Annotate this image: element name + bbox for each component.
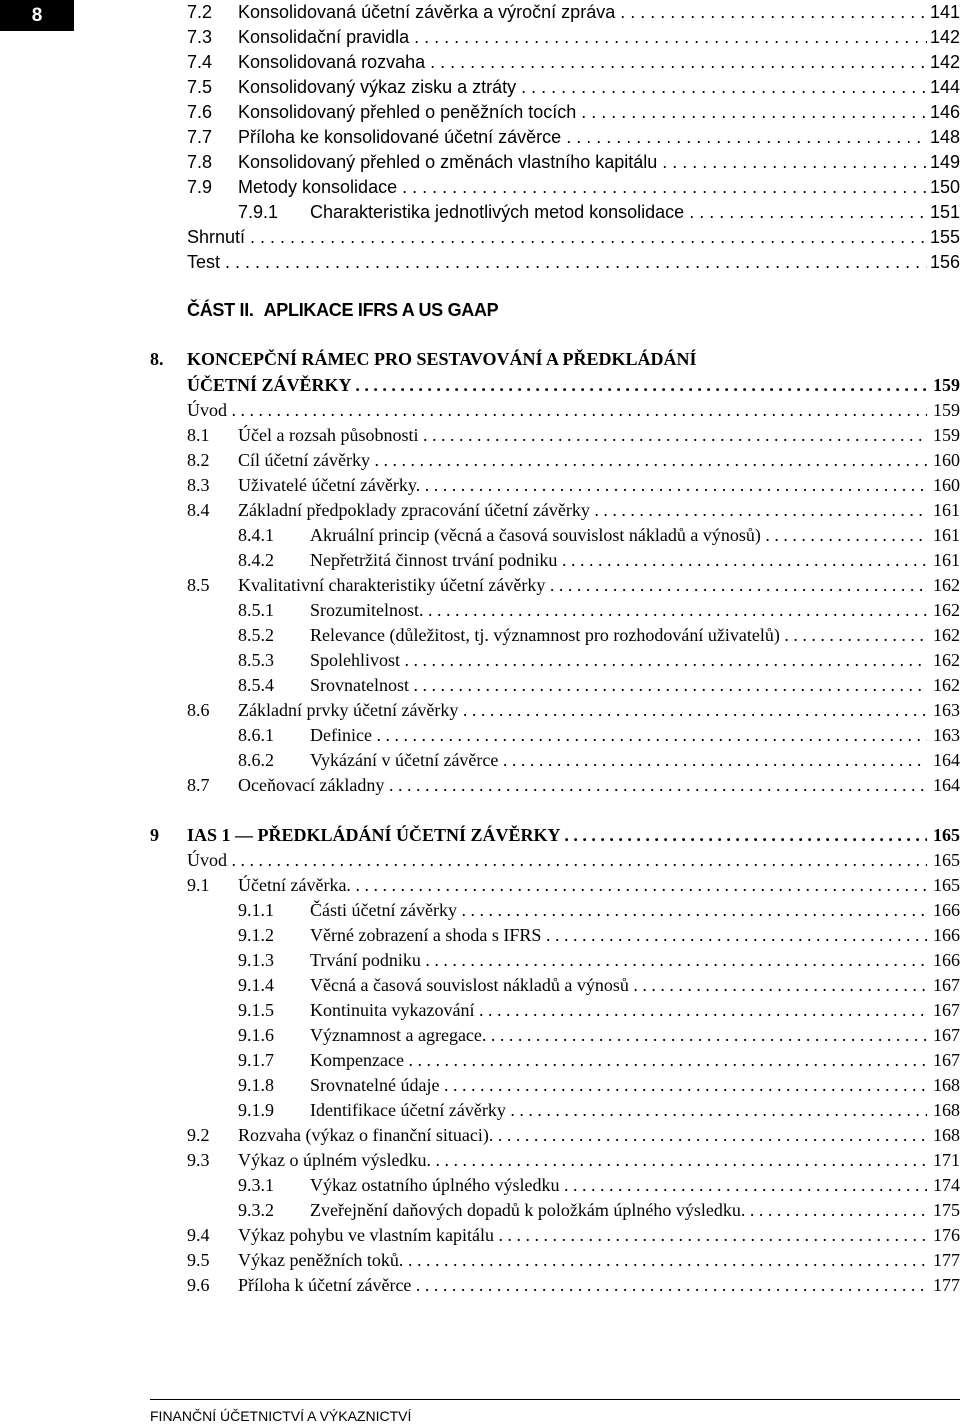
toc-entry-page: 165 [933,850,960,870]
toc-entry-number: 8.4 [187,500,210,520]
toc-entry[interactable] [0,848,960,873]
toc-entry-title: Významnost a agregace. . . . [310,1023,927,1048]
toc-entry-title: Úvod . . . [187,848,927,873]
toc-entry-page: 149 [929,152,960,172]
footer-rule [150,1399,960,1400]
chapter-9-number: 9 [150,825,159,845]
toc-entry-page: 162 [933,575,960,595]
toc-entry-title: Výkaz ostatního úplného výsledku . . . [310,1173,927,1198]
toc-entry-number: 9.6 [187,1275,210,1295]
toc-entry[interactable] [0,623,960,648]
toc-entry-number: 9.1.2 [238,925,274,945]
toc-entry-title: Konsolidovaná účetní závěrka a výroční zpráva . . . [238,0,927,25]
toc-entry[interactable] [0,1273,960,1298]
toc-entry-number: 8.6.1 [238,725,274,745]
toc-entry-title: Kompenzace . . . [310,1048,927,1073]
toc-entry-title: Konsolidovaný přehled o změnách vlastního kapitálu . . . [238,150,927,175]
toc-entry-number: 8.5.4 [238,675,274,695]
toc-entry[interactable] [0,673,960,698]
toc-entry-title: Části účetní závěrky . . . [310,898,927,923]
toc-entry-number: 8.4.1 [238,525,274,545]
toc-entry-title: Akruální princip (věcná a časová souvislost nákladů a výnosů) . . . [310,523,927,548]
toc-entry[interactable] [0,898,960,923]
toc-entry-page: 164 [933,750,960,770]
toc-entry-number: 7.2 [187,2,213,22]
toc-entry[interactable] [0,448,960,473]
toc-entry-title: Úvod . . . [187,398,927,423]
toc-entry-title: Test . . . [187,250,927,275]
toc-entry[interactable] [0,648,960,673]
toc-entry-number: 8.5 [187,575,210,595]
toc-entry-page: 163 [933,700,960,720]
toc-entry[interactable] [0,250,960,275]
toc-entry-number: 9.1.9 [238,1100,274,1120]
toc-entry[interactable] [0,0,960,25]
toc-entry-number: 9.3 [187,1150,210,1170]
toc-entry[interactable] [0,1198,960,1223]
toc-entry[interactable] [0,498,960,523]
chapter-9-title: IAS 1 — PŘEDKLÁDÁNÍ ÚČETNÍ ZÁVĚRKY . . . [187,823,927,848]
toc-entry-number: 8.7 [187,775,210,795]
toc-entry-title: Konsolidovaná rozvaha . . . [238,50,927,75]
toc-entry[interactable] [0,873,960,898]
toc-entry-page: 150 [929,177,960,197]
toc-entry-page: 166 [933,925,960,945]
toc-entry-page: 174 [933,1175,960,1195]
toc-entry-page: 167 [933,1050,960,1070]
toc-entry[interactable] [0,523,960,548]
toc-entry[interactable] [0,1023,960,1048]
toc-entry[interactable] [0,50,960,75]
toc-entry-page: 165 [933,875,960,895]
toc-entry[interactable] [0,923,960,948]
toc-entry-title: Oceňovací základny . . . [238,773,927,798]
toc-entry-title: Základní předpoklady zpracování účetní závěrky . . . [238,498,927,523]
toc-entry[interactable] [0,25,960,50]
toc-entry-title: Nepřetržitá činnost trvání podniku . . . [310,548,927,573]
toc-entry-page: 166 [933,950,960,970]
toc-entry-number: 8.5.3 [238,650,274,670]
chapter-8-number: 8. [150,349,164,369]
toc-entry-title: Kvalitativní charakteristiky účetní závěrky . . . [238,573,927,598]
toc-entry[interactable] [0,1123,960,1148]
part-label: ČÁST II. [187,300,254,320]
toc-entry-title: Definice . . . [310,723,927,748]
toc-entry-page: 159 [933,425,960,445]
toc-entry-number: 8.1 [187,425,210,445]
toc-entry-title: Věrné zobrazení a shoda s IFRS . . . [310,923,927,948]
toc-entry-number: 9.1.4 [238,975,274,995]
toc-entry-title: Základní prvky účetní závěrky . . . [238,698,927,723]
toc-entry-title: Srovnatelnost . . . [310,673,927,698]
toc-entry-page: 162 [933,625,960,645]
toc-entry-page: 168 [933,1075,960,1095]
chapter-9-page: 165 [933,825,960,845]
toc-entry[interactable] [0,1048,960,1073]
toc-entry-number: 8.2 [187,450,210,470]
toc-entry-page: 148 [929,127,960,147]
toc-entry-number: 7.4 [187,52,213,72]
toc-entry-number: 7.7 [187,127,213,147]
toc-entry-number: 8.5.2 [238,625,274,645]
toc-entry-number: 9.3.1 [238,1175,274,1195]
part-title: APLIKACE IFRS A US GAAP [263,300,499,320]
toc-entry-title: Charakteristika jednotlivých metod konsolidace . . . [310,200,927,225]
toc-entry-number: 9.1.1 [238,900,274,920]
toc-entry-title: Srovnatelné údaje . . . [310,1073,927,1098]
toc-entry-number: 9.1.8 [238,1075,274,1095]
toc-entry-number: 7.8 [187,152,213,172]
toc-entry-number: 9.1 [187,875,210,895]
toc-entry-page: 142 [929,27,960,47]
toc-entry[interactable] [0,598,960,623]
toc-entry-number: 9.3.2 [238,1200,274,1220]
toc-entry[interactable] [0,1073,960,1098]
chapter-8-heading-line2[interactable] [0,373,960,398]
toc-entry-title: Účetní závěrka. . . . [238,873,927,898]
toc-entry-page: 142 [929,52,960,72]
toc-entry-page: 164 [933,775,960,795]
toc-entry[interactable] [0,1098,960,1123]
toc-entry-number: 9.1.3 [238,950,274,970]
chapter-8-page: 159 [933,375,960,395]
toc-entry-title: Shrnutí . . . [187,225,927,250]
toc-entry[interactable] [0,100,960,125]
toc-entry-number: 9.5 [187,1250,210,1270]
page-number-badge: 8 [0,0,74,31]
toc-entry[interactable] [0,175,960,200]
toc-entry-page: 167 [933,975,960,995]
footer-title: FINANČNÍ ÚČETNICTVÍ A VÝKAZNICTVÍ [150,1408,412,1424]
toc-entry-number: 9.1.7 [238,1050,274,1070]
toc-entry-title: Kontinuita vykazování . . . [310,998,927,1023]
toc-entry-page: 159 [933,400,960,420]
toc-entry[interactable] [0,225,960,250]
toc-entry-page: 175 [933,1200,960,1220]
toc-entry-title: Metody konsolidace . . . [238,175,927,200]
toc-entry-title: Účel a rozsah působnosti . . . [238,423,927,448]
toc-entry-page: 167 [933,1000,960,1020]
toc-entry[interactable] [0,1148,960,1173]
toc-entry-title: Vykázání v účetní závěrce . . . [310,748,927,773]
toc-entry-page: 160 [933,475,960,495]
toc-entry-title: Uživatelé účetní závěrky. . . . [238,473,927,498]
toc-entry-title: Příloha k účetní závěrce . . . [238,1273,927,1298]
toc-entry-page: 166 [933,900,960,920]
toc-entry[interactable] [0,1173,960,1198]
toc-entry[interactable] [0,773,960,798]
toc-entry[interactable] [0,548,960,573]
toc-entry[interactable] [0,473,960,498]
toc-entry-number: 7.3 [187,27,213,47]
toc-entry-page: 168 [933,1125,960,1145]
toc-entry[interactable] [0,423,960,448]
toc-entry-title: Identifikace účetní závěrky . . . [310,1098,927,1123]
toc-entry[interactable] [0,973,960,998]
toc-entry[interactable] [0,723,960,748]
toc-entry-title: Cíl účetní závěrky . . . [238,448,927,473]
toc-entry-page: 176 [933,1225,960,1245]
toc-entry-number: 8.6.2 [238,750,274,770]
toc-entry-title: Relevance (důležitost, tj. významnost pro rozhodování uživatelů) . . . [310,623,927,648]
toc-entry-title: Trvání podniku . . . [310,948,927,973]
toc-entry-page: 177 [933,1275,960,1295]
chapter-8-title-line2: ÚČETNÍ ZÁVĚRKY . . . [187,373,927,398]
toc-entry-number: 7.5 [187,77,213,97]
toc-entry-page: 161 [933,550,960,570]
toc-entry[interactable] [0,150,960,175]
toc-entry-title: Výkaz peněžních toků. . . . [238,1248,927,1273]
toc-entry-number: 7.6 [187,102,213,122]
toc-entry-page: 162 [933,600,960,620]
toc-entry-title: Srozumitelnost. . . . [310,598,927,623]
toc-entry[interactable] [0,200,960,225]
toc-entry-page: 160 [933,450,960,470]
toc-entry-number: 7.9 [187,177,213,197]
toc-entry-page: 144 [929,77,960,97]
toc-entry[interactable] [0,698,960,723]
toc-entry-title: Výkaz o úplném výsledku. . . . [238,1148,927,1173]
toc-entry-number: 8.6 [187,700,210,720]
toc-entry-title: Rozvaha (výkaz o finanční situaci). . . . [238,1123,927,1148]
chapter-8-title-line1: KONCEPČNÍ RÁMEC PRO SESTAVOVÁNÍ A PŘEDKLÁDÁNÍ [187,349,697,369]
chapter-8-heading-line1 [150,347,697,372]
toc-entry-number: 9.4 [187,1225,210,1245]
toc-entry[interactable] [0,1223,960,1248]
toc-entry[interactable] [0,398,960,423]
toc-entry-page: 171 [933,1150,960,1170]
toc-entry-title: Věcná a časová souvislost nákladů a výnosů . . . [310,973,927,998]
toc-entry-number: 8.4.2 [238,550,274,570]
toc-entry-number: 7.9.1 [238,202,279,222]
toc-entry-title: Zveřejnění daňových dopadů k položkám úplného výsledku. . . . [310,1198,927,1223]
toc-entry-page: 162 [933,675,960,695]
toc-entry-page: 155 [929,227,960,247]
toc-entry[interactable] [0,998,960,1023]
toc-entry-title: Konsolidační pravidla . . . [238,25,927,50]
toc-entry-page: 162 [933,650,960,670]
toc-entry-number: 9.1.6 [238,1025,274,1045]
toc-entry-page: 167 [933,1025,960,1045]
toc-entry-number: 9.2 [187,1125,210,1145]
toc-entry-page: 161 [933,525,960,545]
toc-entry-title: Výkaz pohybu ve vlastním kapitálu . . . [238,1223,927,1248]
toc-entry[interactable] [0,948,960,973]
chapter-9-heading[interactable] [0,823,960,848]
toc-entry[interactable] [0,75,960,100]
toc-entry-page: 146 [929,102,960,122]
toc-entry[interactable] [0,1248,960,1273]
toc-entry-title: Spolehlivost . . . [310,648,927,673]
toc-entry-page: 177 [933,1250,960,1270]
toc-entry-page: 163 [933,725,960,745]
toc-entry-page: 168 [933,1100,960,1120]
toc-entry-number: 8.3 [187,475,210,495]
toc-entry[interactable] [0,573,960,598]
toc-entry[interactable] [0,748,960,773]
toc-entry-title: Konsolidovaný přehled o peněžních tocích . . . [238,100,927,125]
toc-entry-page: 161 [933,500,960,520]
toc-entry-number: 9.1.5 [238,1000,274,1020]
toc-entry-number: 8.5.1 [238,600,274,620]
toc-entry-title: Konsolidovaný výkaz zisku a ztráty . . . [238,75,927,100]
toc-entry-page: 151 [929,202,960,222]
toc-entry[interactable] [0,125,960,150]
toc-entry-page: 141 [929,2,960,22]
toc-entry-page: 156 [929,252,960,272]
part-heading [187,300,498,321]
toc-entry-title: Příloha ke konsolidované účetní závěrce . . . [238,125,927,150]
